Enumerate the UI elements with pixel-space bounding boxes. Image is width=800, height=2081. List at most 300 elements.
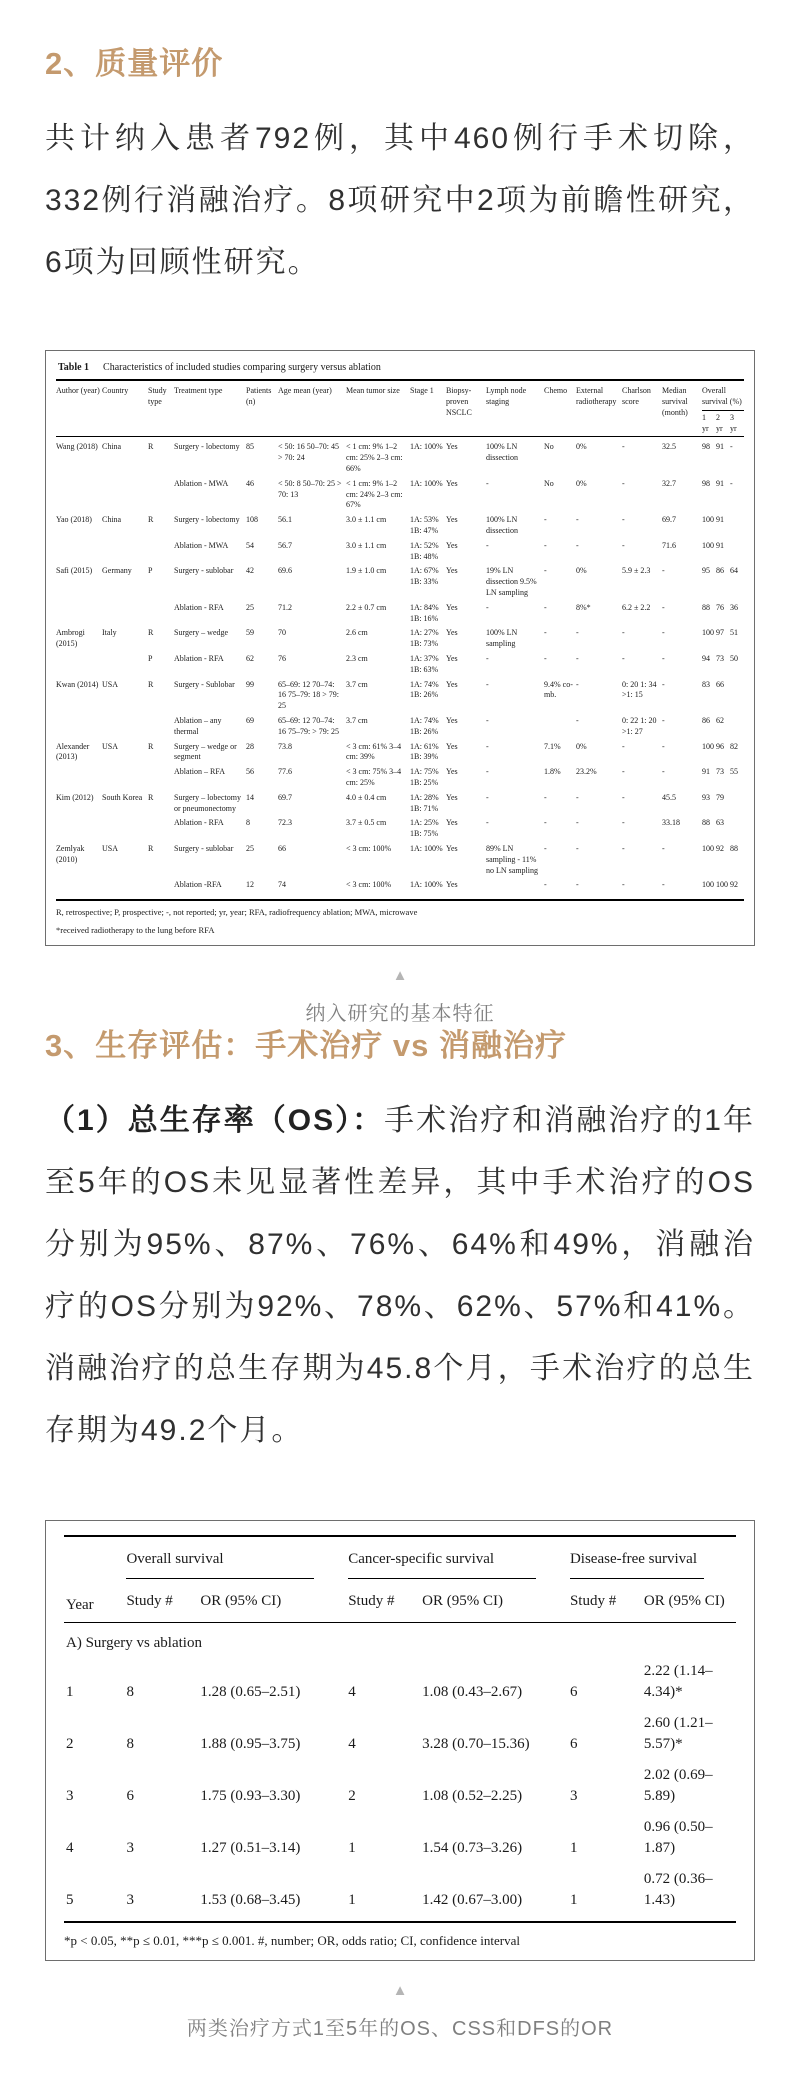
table-cell: - xyxy=(486,679,489,689)
table-cell: 5.9 ± 2.3 xyxy=(622,566,651,576)
section3-heading: 3、生存评估：手术治疗 vs 消融治疗 xyxy=(45,1027,567,1063)
table-cell: 83 xyxy=(702,679,710,689)
table-cell: USA xyxy=(102,843,119,853)
table-cell: - xyxy=(486,540,489,550)
table-cell: China xyxy=(102,437,148,477)
table-cell: - xyxy=(662,843,665,853)
table-cell: - xyxy=(576,679,579,689)
table2-group-disease-free-survival: Disease-free survival xyxy=(568,1536,736,1585)
table-cell: 1A: 100% xyxy=(410,878,446,900)
table-cell: - xyxy=(662,878,702,900)
table-cell: 1.75 (0.93–3.30) xyxy=(200,1787,301,1804)
table-cell: 92 xyxy=(716,843,724,853)
table-cell: - xyxy=(662,679,665,689)
table-cell: 1 xyxy=(569,1839,578,1856)
table-cell: R xyxy=(148,628,154,638)
table-cell: 100 xyxy=(702,843,714,853)
table-cell: 91 xyxy=(716,478,724,488)
table2-figure xyxy=(45,1520,755,1962)
table-cell: Ablation – RFA xyxy=(174,767,225,777)
table-cell: 4.0 ± 0.4 cm xyxy=(346,792,387,802)
table-cell: - xyxy=(486,478,489,488)
table-cell: 100 xyxy=(702,741,714,751)
table-cell: 33.18 xyxy=(662,818,680,828)
table-cell: 1.9 ± 1.0 cm xyxy=(346,566,387,576)
table-cell: 91 xyxy=(716,540,724,550)
table-cell: - xyxy=(486,654,489,664)
table-cell: 12 xyxy=(246,878,278,900)
table-cell: No xyxy=(544,478,554,488)
table-cell: 0: 22 1: 20 >1: 27 xyxy=(622,716,657,736)
table-cell: 100 xyxy=(702,628,714,638)
table-cell: 63 xyxy=(716,818,724,828)
table-cell: Italy xyxy=(102,628,117,638)
table-row xyxy=(56,740,744,766)
table-cell: 1A: 75% 1B: 25% xyxy=(410,767,439,787)
table-cell: 98 xyxy=(702,437,716,477)
table1-col-country: Country xyxy=(102,380,148,437)
table-cell: - xyxy=(486,716,489,726)
table-cell: - xyxy=(576,818,579,828)
table-cell xyxy=(56,816,102,842)
table-cell: Yes xyxy=(446,628,458,638)
table-row xyxy=(64,1656,736,1708)
table-cell: Kim (2012) xyxy=(56,792,94,802)
table2-subcol-or: OR (95% CI) xyxy=(200,1592,282,1609)
table-cell: Surgery - sublobar xyxy=(174,843,234,853)
table-cell: 19% LN dissection 9.5% LN sampling xyxy=(486,566,537,598)
table2-subcol-or: OR (95% CI) xyxy=(422,1592,503,1609)
table-cell: 1.53 (0.68–3.45) xyxy=(198,1864,346,1922)
table-cell: 89% LN sampling - 11% no LN sampling xyxy=(486,843,538,875)
table-cell: 56 xyxy=(246,767,254,777)
table-cell: 73 xyxy=(716,767,724,777)
table1-number-label: Table 1 xyxy=(58,362,90,374)
table1-body xyxy=(56,437,744,900)
table-cell: 69.7 xyxy=(278,792,292,802)
table-cell: 1A: 67% 1B: 33% xyxy=(410,566,439,587)
table-cell: R xyxy=(148,437,174,477)
table-cell: - xyxy=(622,792,625,802)
section3-paragraph-body: 手术治疗和消融治疗的1年至5年的OS未见显著性差异，其中手术治疗的OS分别为95%、87%、76%、64%和49%，消融治疗的OS分别为92%、78%、62%、57%和41%。消融治疗的总生存期为45.8个月，手术治疗的总生存期为49.2个月。 xyxy=(45,1103,755,1447)
table-cell: South Korea xyxy=(102,792,143,802)
table2-subcol-study: Study # xyxy=(569,1592,617,1609)
table-cell: 1A: 84% 1B: 16% xyxy=(410,602,439,623)
table-cell: 5 xyxy=(64,1864,124,1922)
table-cell: 3.7 ± 0.5 cm xyxy=(346,818,387,828)
table-cell: 1 xyxy=(348,1839,356,1856)
table-cell: - xyxy=(544,792,547,802)
table2-subcol-study: Study # xyxy=(126,1592,173,1609)
table-cell: - xyxy=(486,792,489,802)
table-cell: 4 xyxy=(348,1683,356,1700)
table1-figure xyxy=(45,350,755,945)
table1-col-radiotherapy: External radiotherapy xyxy=(576,380,622,437)
table1-col-stage: Stage 1 xyxy=(410,380,446,437)
table2-col-year: Year xyxy=(64,1536,124,1623)
table2-footnote: *p < 0.05, **p ≤ 0.01, ***p ≤ 0.001. #, number; OR, odds ratio; CI, confidence interval xyxy=(64,1932,520,1948)
table-cell xyxy=(148,878,174,900)
table-row xyxy=(56,842,744,878)
table-row xyxy=(56,652,744,678)
table1 xyxy=(56,379,744,901)
table-cell: - xyxy=(662,628,665,638)
table-cell: Surgery - Sublobar xyxy=(174,679,235,689)
table1-col-lymph: Lymph node staging xyxy=(486,380,544,437)
table-cell: 91 xyxy=(716,515,724,525)
table-cell: 59 xyxy=(246,628,254,638)
table-cell: R xyxy=(148,515,154,525)
table-cell: Surgery – wedge xyxy=(174,628,229,638)
table-cell: 1.88 (0.95–3.75) xyxy=(200,1735,301,1752)
table-cell: 71.2 xyxy=(278,602,292,612)
table1-col-overall-survival: Overall survival (%) xyxy=(702,380,744,410)
table2-group-cancer-specific-survival: Cancer-specific survival xyxy=(346,1536,568,1585)
table-row xyxy=(56,765,744,791)
table1-title-text: Characteristics of included studies comparing surgery versus ablation xyxy=(103,362,381,374)
table-row xyxy=(56,714,744,740)
table-cell: Ablation -RFA xyxy=(174,878,246,900)
table-cell: - xyxy=(576,628,579,638)
table-cell: 1A: 53% 1B: 47% xyxy=(410,515,439,536)
table-cell: Yes xyxy=(446,566,458,576)
table-cell: 0% xyxy=(576,478,587,488)
table-cell: 6 xyxy=(569,1735,578,1752)
table-cell: Surgery – lobectomy or pneumonectomy xyxy=(174,792,241,813)
table-cell: 76 xyxy=(716,602,724,612)
table-cell: 65–69: 12 70–74: 16 75–79: 18 > 79: 25 xyxy=(278,679,339,711)
table-cell: Ablation - MWA xyxy=(174,540,229,550)
table-cell: - xyxy=(576,716,579,726)
table-row xyxy=(56,626,744,652)
table1-subcol-2yr: 2 yr xyxy=(716,412,723,433)
table-cell: < 3 cm: 61% 3–4 cm: 39% xyxy=(346,741,402,762)
table-cell xyxy=(56,539,102,565)
table-cell: Germany xyxy=(102,566,132,576)
table-cell: 3.7 cm xyxy=(346,716,368,726)
table-row xyxy=(56,477,744,513)
table-cell xyxy=(56,714,102,740)
table-cell xyxy=(730,714,744,740)
table-cell: 2.60 (1.21–5.57)* xyxy=(643,1714,713,1752)
table-cell: 42 xyxy=(246,566,254,576)
table-cell: 50 xyxy=(730,654,738,664)
table-cell: - xyxy=(662,741,665,751)
table-cell: Yes xyxy=(446,818,458,828)
table-cell: 32.7 xyxy=(662,478,676,488)
table-cell: 4 xyxy=(348,1735,356,1752)
table-cell: 45.5 xyxy=(662,792,676,802)
table-cell: Wang (2018) xyxy=(56,437,102,477)
table-cell: 3 xyxy=(124,1864,198,1922)
table-cell xyxy=(56,601,102,627)
table-cell: 86 xyxy=(716,566,724,576)
table-cell: 64 xyxy=(730,566,738,576)
table-cell: 3.7 cm xyxy=(346,679,368,689)
table-cell: 4 xyxy=(66,1839,74,1856)
table-cell: 0.72 (0.36–1.43) xyxy=(642,1864,736,1922)
table2-body xyxy=(64,1656,736,1922)
table-cell xyxy=(148,539,174,565)
table-cell: - xyxy=(730,437,744,477)
table-cell: 100 xyxy=(702,515,714,525)
table-cell: Yes xyxy=(446,437,486,477)
table-cell: Surgery – wedge or segment xyxy=(174,741,237,762)
table-cell: 69.7 xyxy=(662,515,676,525)
figure1-caption: 纳入研究的基本特征 xyxy=(305,1002,495,1025)
table-row xyxy=(56,513,744,539)
table-cell: - xyxy=(544,566,547,576)
table-cell: 1A: 100% xyxy=(410,437,446,477)
table-cell: - xyxy=(544,628,547,638)
table-cell: 92 xyxy=(730,878,744,900)
table-cell xyxy=(730,539,744,565)
table1-col-biopsy: Biopsy-proven NSCLC xyxy=(446,380,486,437)
table-cell: 100 xyxy=(702,878,716,900)
table-cell: Alexander (2013) xyxy=(56,741,90,762)
table-cell: Safi (2015) xyxy=(56,566,93,576)
table-cell: - xyxy=(576,515,579,525)
table-cell: 9.4% co-mb. xyxy=(544,679,573,700)
table-cell: 1A: 100% xyxy=(410,478,443,488)
table-cell: - xyxy=(622,478,625,488)
table-cell: 56.1 xyxy=(278,515,292,525)
table-cell: 1A: 28% 1B: 71% xyxy=(410,792,439,813)
table-cell: Yes xyxy=(446,602,458,612)
table-cell: 8 xyxy=(126,1735,134,1752)
table-cell: Yes xyxy=(446,654,458,664)
table-cell: 100 xyxy=(716,878,730,900)
table-cell: Surgery - lobectomy xyxy=(174,515,240,525)
table-cell xyxy=(102,652,148,678)
table-cell: 100% LN dissection xyxy=(486,515,518,536)
table-row xyxy=(64,1812,736,1864)
table-cell: - xyxy=(576,540,579,550)
figure1-caption-block xyxy=(45,968,755,1026)
table-row xyxy=(56,564,744,600)
table-cell: 3 xyxy=(569,1787,578,1804)
table-cell: 98 xyxy=(702,478,710,488)
table-cell: 100 xyxy=(702,540,714,550)
table-cell: - xyxy=(486,767,489,777)
table-cell: 2.22 (1.14–4.34)* xyxy=(643,1662,713,1700)
table-cell: Zemlyak (2010) xyxy=(56,843,85,864)
table-cell xyxy=(102,714,148,740)
table-cell: Yes xyxy=(446,741,458,751)
table-cell: 95 xyxy=(702,566,710,576)
table-cell: Yes xyxy=(446,843,458,853)
table1-col-age: Age mean (year) xyxy=(278,380,346,437)
table2-subcol-or: OR (95% CI) xyxy=(643,1592,725,1609)
table-cell: 79 xyxy=(716,792,724,802)
table1-col-median-survival: Median survival (month) xyxy=(662,380,702,437)
table2-section-label: A) Surgery vs ablation xyxy=(64,1622,736,1656)
table-cell: Ablation - RFA xyxy=(174,602,224,612)
table1-footnote-asterisk: *received radiotherapy to the lung before RFA xyxy=(56,924,215,935)
table2-group-overall-survival: Overall survival xyxy=(124,1536,346,1585)
table-cell: 1.42 (0.67–3.00) xyxy=(420,1864,568,1922)
table-cell: 55 xyxy=(730,767,738,777)
section2-heading: 2、质量评价 xyxy=(45,46,224,81)
table-cell: 1.28 (0.65–2.51) xyxy=(200,1683,301,1700)
table-row xyxy=(64,1864,736,1922)
table-cell: 99 xyxy=(246,679,254,689)
table-cell: - xyxy=(662,767,665,777)
table-cell: No xyxy=(544,437,576,477)
table-cell: 0% xyxy=(576,566,587,576)
table-cell: 2 xyxy=(348,1787,356,1804)
table-cell: 1A: 25% 1B: 75% xyxy=(410,818,439,839)
table-cell: - xyxy=(622,437,662,477)
table-cell: 70 xyxy=(278,628,286,638)
table-cell xyxy=(148,816,174,842)
table-row xyxy=(64,1622,736,1656)
table-cell: 1A: 74% 1B: 26% xyxy=(410,716,439,736)
table-cell: R xyxy=(148,679,154,689)
table-cell xyxy=(56,652,102,678)
table-cell: - xyxy=(622,878,662,900)
table-cell: 1A: 61% 1B: 39% xyxy=(410,741,439,762)
table-cell: 96 xyxy=(716,741,724,751)
table-cell: - xyxy=(622,515,625,525)
table2-header xyxy=(64,1536,736,1623)
table1-header xyxy=(56,380,744,437)
figure2-caption: 两类治疗方式1至5年的OS、CSS和DFS的OR xyxy=(186,2018,614,2041)
table-cell: USA xyxy=(102,679,119,689)
table-cell: < 3 cm: 75% 3–4 cm: 25% xyxy=(346,767,402,787)
table-cell: 88 xyxy=(702,602,710,612)
table-cell: Yes xyxy=(446,716,458,726)
table-cell: 88 xyxy=(702,818,710,828)
table-cell: - xyxy=(486,818,489,828)
table-cell: P xyxy=(148,654,153,664)
table-cell: - xyxy=(544,843,547,853)
table-cell: 69.6 xyxy=(278,566,292,576)
table-cell: < 3 cm: 100% xyxy=(346,878,410,900)
table-cell: 2.3 cm xyxy=(346,654,368,664)
table-cell: - xyxy=(486,602,489,612)
table-cell: Ablation – any thermal xyxy=(174,716,222,736)
section3-paragraph-lead: （1）总生存率（OS）： xyxy=(45,1103,385,1137)
table-cell: 8 xyxy=(246,818,250,828)
table-cell: - xyxy=(662,566,665,576)
table-cell: - xyxy=(576,878,622,900)
table-row xyxy=(56,539,744,565)
table-cell: R xyxy=(148,792,154,802)
table-cell: 91 xyxy=(716,437,730,477)
table-cell: - xyxy=(662,716,665,726)
table-cell: < 1 cm: 9% 1–2 cm: 25% 2–3 cm: 66% xyxy=(346,437,410,477)
table1-col-tumor-size: Mean tumor size xyxy=(346,380,410,437)
table-cell xyxy=(486,878,544,900)
table-cell: 46 xyxy=(246,478,254,488)
table-cell: 71.6 xyxy=(662,540,676,550)
figure2-caption-block xyxy=(45,1983,755,2041)
table-cell: 72.3 xyxy=(278,818,292,828)
table1-col-patients: Patients (n) xyxy=(246,380,278,437)
table-cell: 2.02 (0.69–5.89) xyxy=(643,1766,713,1804)
table-cell: Yes xyxy=(446,679,458,689)
table-cell: < 50: 8 50–70: 25 > 70: 13 xyxy=(278,478,342,499)
table-cell: 3 xyxy=(66,1787,74,1804)
table-cell: China xyxy=(102,515,122,525)
table-cell: < 1 cm: 9% 1–2 cm: 24% 2–3 cm: 67% xyxy=(346,478,403,510)
table-cell: - xyxy=(544,878,576,900)
table2-section xyxy=(64,1622,736,1656)
table-cell xyxy=(102,765,148,791)
table-cell: 1.08 (0.52–2.25) xyxy=(422,1787,523,1804)
table-cell: - xyxy=(576,843,579,853)
table-cell xyxy=(148,765,174,791)
table-cell: - xyxy=(544,515,547,525)
table-cell: 1A: 37% 1B: 63% xyxy=(410,654,439,674)
table-cell: Surgery - lobectomy xyxy=(174,437,246,477)
table-cell: Yes xyxy=(446,767,458,777)
table-cell: 93 xyxy=(702,792,710,802)
table-cell: Yes xyxy=(446,478,458,488)
table-cell: 66 xyxy=(278,843,286,853)
table1-col-charlson: Charlson score xyxy=(622,380,662,437)
table-cell xyxy=(148,714,174,740)
table-cell: 28 xyxy=(246,741,254,751)
table-cell: Yes xyxy=(446,515,458,525)
table-cell: - xyxy=(622,654,625,664)
table-cell: - xyxy=(730,478,733,488)
table-cell: 1.8% xyxy=(544,767,561,777)
table-cell: Ablation - RFA xyxy=(174,818,224,828)
table-cell: 6.2 ± 2.2 xyxy=(622,602,651,612)
triangle-up-icon: ▲ xyxy=(392,966,408,984)
table-cell: 2 xyxy=(66,1735,74,1752)
table-cell: 3 xyxy=(126,1839,134,1856)
table-cell: 85 xyxy=(246,437,278,477)
table-cell xyxy=(730,816,744,842)
table-cell: - xyxy=(576,792,579,802)
table-cell: 8 xyxy=(126,1683,134,1700)
table-cell: 3.0 ± 1.1 cm xyxy=(346,540,387,550)
table-cell: 1A: 52% 1B: 48% xyxy=(410,540,439,561)
table-row xyxy=(56,791,744,817)
table-cell: - xyxy=(576,654,579,664)
table-cell: USA xyxy=(102,741,119,751)
table-row xyxy=(56,878,744,900)
table-cell: 86 xyxy=(702,716,710,726)
table-cell: 94 xyxy=(702,654,710,664)
table-cell: 69 xyxy=(246,716,254,726)
table-cell: - xyxy=(544,654,547,664)
table-cell: 100% LN sampling xyxy=(486,628,518,649)
table-cell: 1 xyxy=(66,1683,74,1700)
table-cell: 1A: 74% 1B: 26% xyxy=(410,679,439,700)
table-cell: 1A: 100% xyxy=(410,843,443,853)
table-cell: 82 xyxy=(730,741,738,751)
table-cell: 66 xyxy=(716,679,724,689)
table-cell: < 3 cm: 100% xyxy=(346,843,392,853)
table-cell: - xyxy=(622,767,625,777)
table-cell: - xyxy=(544,540,547,550)
table1-title xyxy=(58,362,744,373)
table1-subcol-3yr: 3 yr xyxy=(730,412,737,433)
table-cell: 23.2% xyxy=(576,767,597,777)
table-cell: 2.6 cm xyxy=(346,628,368,638)
table-cell: < 50: 16 50–70: 45 > 70: 24 xyxy=(278,437,346,477)
table-cell: Ablation - RFA xyxy=(174,654,224,664)
table-cell: 1 xyxy=(346,1864,420,1922)
table-cell: 2.2 ± 0.7 cm xyxy=(346,602,387,612)
table1-footnote-abbreviations: R, retrospective; P, prospective; -, not reported; yr, year; RFA, radiofrequency ablation; MWA, microwave xyxy=(56,907,418,918)
table-cell: 0% xyxy=(576,741,587,751)
table-cell: 1.54 (0.73–3.26) xyxy=(422,1839,523,1856)
